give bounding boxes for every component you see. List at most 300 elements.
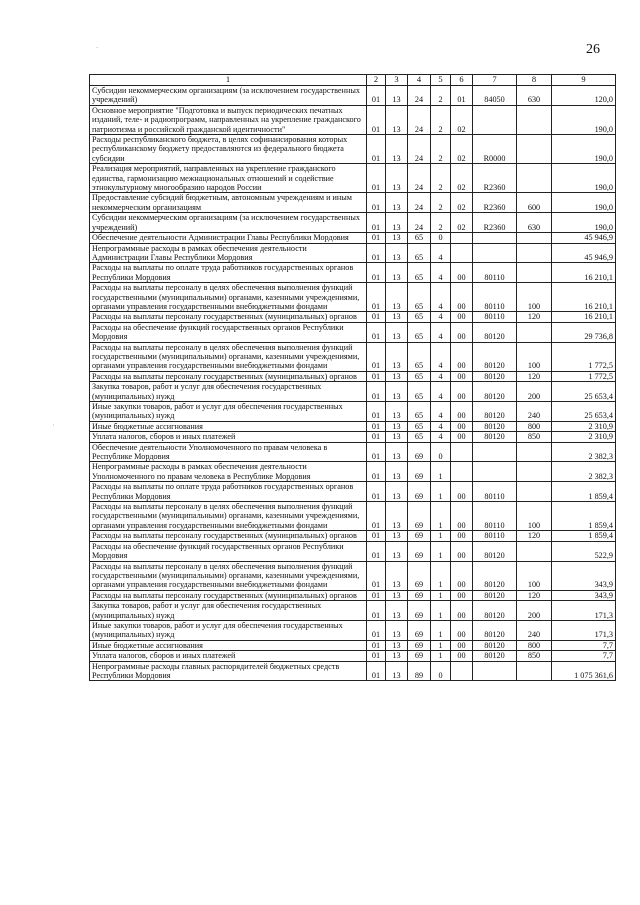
table-row <box>90 283 616 312</box>
cell-event: 00 <box>451 371 473 381</box>
cell-name: Расходы на выплаты персоналу в целях обеспечения выполнения функций государственными (муниципальными) органами, казенными учреждениями, органами управления государственными внебюджетными фондами <box>90 342 367 371</box>
cell-event: 00 <box>451 541 473 561</box>
cell-event <box>451 442 473 462</box>
cell-subsection: 13 <box>386 193 408 213</box>
header-cell-program: 4 <box>408 75 431 86</box>
cell-article <box>473 243 517 263</box>
cell-subprogram: 2 <box>431 213 451 233</box>
cell-amount: 2 382,3 <box>552 462 616 482</box>
cell-expense-type: 630 <box>517 86 552 106</box>
cell-program: 69 <box>408 651 431 661</box>
header-cell-section: 2 <box>367 75 386 86</box>
cell-subsection: 13 <box>386 263 408 283</box>
cell-event <box>451 243 473 263</box>
cell-expense-type: 240 <box>517 620 552 640</box>
table-row <box>90 561 616 590</box>
cell-amount: 190,0 <box>552 135 616 164</box>
cell-subsection: 13 <box>386 541 408 561</box>
table-row <box>90 442 616 462</box>
cell-program: 65 <box>408 233 431 243</box>
cell-section: 01 <box>367 135 386 164</box>
cell-amount: 25 653,4 <box>552 382 616 402</box>
cell-expense-type: 120 <box>517 531 552 541</box>
cell-event: 02 <box>451 135 473 164</box>
table-header-row <box>90 75 616 86</box>
cell-program: 24 <box>408 105 431 134</box>
cell-program: 65 <box>408 402 431 422</box>
cell-name: Непрограммные расходы в рамках обеспечения деятельности Уполномоченного по правам человека в Республике Мордовия <box>90 462 367 482</box>
cell-subsection: 13 <box>386 442 408 462</box>
cell-event: 02 <box>451 193 473 213</box>
cell-event: 00 <box>451 421 473 431</box>
cell-amount: 190,0 <box>552 213 616 233</box>
cell-subprogram: 2 <box>431 164 451 193</box>
cell-subprogram: 2 <box>431 135 451 164</box>
cell-section: 01 <box>367 661 386 681</box>
cell-subprogram: 4 <box>431 382 451 402</box>
margin-mark: · <box>52 420 55 430</box>
cell-event: 00 <box>451 531 473 541</box>
cell-subsection: 13 <box>386 233 408 243</box>
cell-article: 80120 <box>473 651 517 661</box>
cell-program: 24 <box>408 135 431 164</box>
cell-expense-type <box>517 661 552 681</box>
margin-mark: . <box>96 40 99 50</box>
cell-article <box>473 105 517 134</box>
cell-section: 01 <box>367 312 386 322</box>
cell-subprogram: 4 <box>431 283 451 312</box>
cell-event: 00 <box>451 263 473 283</box>
cell-name: Расходы на выплаты по оплате труда работников государственных органов Республики Мордовия <box>90 263 367 283</box>
cell-expense-type <box>517 263 552 283</box>
cell-section: 01 <box>367 263 386 283</box>
cell-expense-type: 120 <box>517 590 552 600</box>
cell-article: 80120 <box>473 371 517 381</box>
cell-amount: 1 859,4 <box>552 502 616 531</box>
cell-amount: 1 772,5 <box>552 371 616 381</box>
cell-article <box>473 661 517 681</box>
cell-subprogram: 4 <box>431 432 451 442</box>
cell-section: 01 <box>367 402 386 422</box>
header-cell-article: 7 <box>473 75 517 86</box>
cell-expense-type <box>517 105 552 134</box>
cell-subprogram: 1 <box>431 561 451 590</box>
header-cell-event: 6 <box>451 75 473 86</box>
cell-section: 01 <box>367 382 386 402</box>
cell-section: 01 <box>367 213 386 233</box>
cell-subprogram: 4 <box>431 312 451 322</box>
cell-expense-type <box>517 462 552 482</box>
cell-event: 01 <box>451 86 473 106</box>
page-number: 26 <box>586 42 600 57</box>
cell-article: 80120 <box>473 620 517 640</box>
cell-expense-type <box>517 322 552 342</box>
cell-name: Расходы на выплаты персоналу государственных (муниципальных) органов <box>90 590 367 600</box>
cell-program: 65 <box>408 371 431 381</box>
cell-name: Расходы на выплаты персоналу в целях обеспечения выполнения функций государственными (муниципальными) органами, казенными учреждениями, органами управления государственными внебюджетными фондами <box>90 561 367 590</box>
cell-event: 02 <box>451 105 473 134</box>
table-row <box>90 213 616 233</box>
table-row <box>90 135 616 164</box>
cell-subprogram: 1 <box>431 531 451 541</box>
cell-subprogram: 4 <box>431 371 451 381</box>
cell-program: 24 <box>408 164 431 193</box>
cell-amount: 190,0 <box>552 193 616 213</box>
table-row <box>90 541 616 561</box>
cell-program: 69 <box>408 561 431 590</box>
cell-expense-type: 600 <box>517 193 552 213</box>
table-row <box>90 312 616 322</box>
cell-program: 65 <box>408 421 431 431</box>
cell-article: 80110 <box>473 482 517 502</box>
cell-event: 00 <box>451 561 473 590</box>
cell-subprogram: 1 <box>431 462 451 482</box>
cell-subsection: 13 <box>386 651 408 661</box>
cell-subprogram: 2 <box>431 105 451 134</box>
cell-expense-type <box>517 243 552 263</box>
cell-section: 01 <box>367 531 386 541</box>
cell-subsection: 13 <box>386 661 408 681</box>
cell-article: 80120 <box>473 561 517 590</box>
cell-event: 00 <box>451 432 473 442</box>
cell-event: 00 <box>451 482 473 502</box>
cell-amount: 2 310,9 <box>552 421 616 431</box>
cell-article: 80120 <box>473 640 517 650</box>
cell-amount: 16 210,1 <box>552 312 616 322</box>
table-row <box>90 620 616 640</box>
cell-event <box>451 233 473 243</box>
cell-program: 69 <box>408 502 431 531</box>
cell-program: 65 <box>408 243 431 263</box>
cell-subsection: 13 <box>386 164 408 193</box>
cell-expense-type: 100 <box>517 283 552 312</box>
cell-amount: 7,7 <box>552 651 616 661</box>
cell-subprogram: 4 <box>431 421 451 431</box>
cell-expense-type: 100 <box>517 342 552 371</box>
cell-name: Основное мероприятие "Подготовка и выпуск периодических печатных изданий, теле- и радиопрограмм, направленных на укрепление гражданского патриотизма и российской гражданской идентичности" <box>90 105 367 134</box>
cell-section: 01 <box>367 482 386 502</box>
cell-amount: 171,3 <box>552 620 616 640</box>
cell-section: 01 <box>367 243 386 263</box>
cell-expense-type: 630 <box>517 213 552 233</box>
cell-event <box>451 462 473 482</box>
cell-amount: 1 859,4 <box>552 531 616 541</box>
cell-name: Субсидии некоммерческим организациям (за исключением государственных учреждений) <box>90 86 367 106</box>
cell-expense-type: 200 <box>517 382 552 402</box>
cell-name: Расходы на выплаты персоналу в целях обеспечения выполнения функций государственными (муниципальными) органами, казенными учреждениями, органами управления государственными внебюджетными фондами <box>90 283 367 312</box>
cell-section: 01 <box>367 322 386 342</box>
cell-expense-type: 100 <box>517 502 552 531</box>
cell-subprogram: 2 <box>431 193 451 213</box>
cell-program: 24 <box>408 213 431 233</box>
cell-section: 01 <box>367 421 386 431</box>
cell-name: Иные бюджетные ассигнования <box>90 421 367 431</box>
cell-program: 24 <box>408 86 431 106</box>
cell-name: Расходы на выплаты персоналу государственных (муниципальных) органов <box>90 531 367 541</box>
cell-name: Расходы республиканского бюджета, в целях софинансирования которых республиканскому бюджету предоставляются из федерального бюджета субсидии <box>90 135 367 164</box>
table-row <box>90 193 616 213</box>
cell-program: 65 <box>408 283 431 312</box>
cell-subprogram: 1 <box>431 601 451 621</box>
cell-amount: 16 210,1 <box>552 263 616 283</box>
cell-subprogram: 1 <box>431 651 451 661</box>
cell-event: 00 <box>451 651 473 661</box>
cell-article: R2360 <box>473 193 517 213</box>
cell-article: R2360 <box>473 164 517 193</box>
cell-article: R2360 <box>473 213 517 233</box>
cell-subsection: 13 <box>386 640 408 650</box>
cell-amount: 2 382,3 <box>552 442 616 462</box>
cell-amount: 522,9 <box>552 541 616 561</box>
cell-amount: 120,0 <box>552 86 616 106</box>
cell-program: 69 <box>408 462 431 482</box>
cell-subprogram: 0 <box>431 233 451 243</box>
cell-expense-type: 200 <box>517 601 552 621</box>
cell-name: Уплата налогов, сборов и иных платежей <box>90 432 367 442</box>
cell-name: Обеспечение деятельности Уполномоченного по правам человека в Республике Мордовия <box>90 442 367 462</box>
cell-event: 00 <box>451 640 473 650</box>
cell-expense-type <box>517 135 552 164</box>
cell-expense-type: 850 <box>517 432 552 442</box>
cell-subsection: 13 <box>386 371 408 381</box>
cell-section: 01 <box>367 640 386 650</box>
cell-program: 89 <box>408 661 431 681</box>
cell-amount: 190,0 <box>552 105 616 134</box>
cell-expense-type: 850 <box>517 651 552 661</box>
table-row <box>90 263 616 283</box>
header-cell-amount: 9 <box>552 75 616 86</box>
cell-subprogram: 4 <box>431 322 451 342</box>
cell-subsection: 13 <box>386 601 408 621</box>
cell-section: 01 <box>367 432 386 442</box>
cell-section: 01 <box>367 342 386 371</box>
cell-subprogram: 1 <box>431 620 451 640</box>
cell-program: 65 <box>408 382 431 402</box>
cell-program: 65 <box>408 312 431 322</box>
cell-amount: 25 653,4 <box>552 402 616 422</box>
table-row <box>90 382 616 402</box>
cell-amount: 7,7 <box>552 640 616 650</box>
cell-name: Иные бюджетные ассигнования <box>90 640 367 650</box>
cell-name: Иные закупки товаров, работ и услуг для обеспечения государственных (муниципальных) нужд <box>90 402 367 422</box>
cell-event: 00 <box>451 402 473 422</box>
cell-article: 80120 <box>473 590 517 600</box>
budget-table <box>89 74 616 681</box>
cell-section: 01 <box>367 541 386 561</box>
cell-subprogram: 4 <box>431 243 451 263</box>
cell-article: 80110 <box>473 502 517 531</box>
cell-amount: 45 946,9 <box>552 243 616 263</box>
cell-program: 24 <box>408 193 431 213</box>
cell-article: 80120 <box>473 402 517 422</box>
table-row <box>90 651 616 661</box>
cell-amount: 45 946,9 <box>552 233 616 243</box>
cell-event: 00 <box>451 382 473 402</box>
table-row <box>90 502 616 531</box>
cell-program: 69 <box>408 590 431 600</box>
header-cell-subprogram: 5 <box>431 75 451 86</box>
cell-subsection: 13 <box>386 482 408 502</box>
cell-name: Расходы на выплаты персоналу государственных (муниципальных) органов <box>90 371 367 381</box>
cell-amount: 1 075 361,6 <box>552 661 616 681</box>
cell-name: Иные закупки товаров, работ и услуг для обеспечения государственных (муниципальных) нужд <box>90 620 367 640</box>
header-cell-name: 1 <box>90 75 367 86</box>
cell-program: 65 <box>408 263 431 283</box>
cell-amount: 2 310,9 <box>552 432 616 442</box>
cell-section: 01 <box>367 371 386 381</box>
cell-event: 02 <box>451 213 473 233</box>
table-row <box>90 342 616 371</box>
cell-subprogram: 0 <box>431 661 451 681</box>
cell-subprogram: 1 <box>431 541 451 561</box>
cell-program: 69 <box>408 620 431 640</box>
cell-program: 69 <box>408 531 431 541</box>
cell-section: 01 <box>367 86 386 106</box>
cell-event: 00 <box>451 342 473 371</box>
table-row <box>90 371 616 381</box>
cell-name: Реализация мероприятий, направленных на укрепление гражданского единства, гармонизацию межнациональных отношений и содействие этнокультурному многообразию народов России <box>90 164 367 193</box>
table-row <box>90 243 616 263</box>
cell-name: Расходы на обеспечение функций государственных органов Республики Мордовия <box>90 322 367 342</box>
cell-name: Субсидии некоммерческим организациям (за исключением государственных учреждений) <box>90 213 367 233</box>
cell-amount: 190,0 <box>552 164 616 193</box>
table-row <box>90 233 616 243</box>
cell-event: 00 <box>451 601 473 621</box>
cell-article: 80120 <box>473 432 517 442</box>
cell-expense-type <box>517 482 552 502</box>
cell-subsection: 13 <box>386 283 408 312</box>
cell-article: 80120 <box>473 421 517 431</box>
cell-subsection: 13 <box>386 342 408 371</box>
cell-article: 80110 <box>473 283 517 312</box>
cell-program: 69 <box>408 601 431 621</box>
cell-name: Непрограммные расходы в рамках обеспечения деятельности Администрации Главы Республики Мордовия <box>90 243 367 263</box>
cell-name: Непрограммные расходы главных распорядителей бюджетных средств Республики Мордовия <box>90 661 367 681</box>
cell-subsection: 13 <box>386 135 408 164</box>
cell-article <box>473 442 517 462</box>
cell-subprogram: 4 <box>431 263 451 283</box>
cell-expense-type: 800 <box>517 640 552 650</box>
cell-program: 69 <box>408 640 431 650</box>
header-cell-expense-type: 8 <box>517 75 552 86</box>
cell-event: 00 <box>451 283 473 312</box>
cell-event: 00 <box>451 322 473 342</box>
cell-subsection: 13 <box>386 322 408 342</box>
cell-subsection: 13 <box>386 502 408 531</box>
cell-name: Предоставление субсидий бюджетным, автономным учреждениям и иным некоммерческим организациям <box>90 193 367 213</box>
cell-event: 00 <box>451 312 473 322</box>
cell-section: 01 <box>367 442 386 462</box>
cell-section: 01 <box>367 233 386 243</box>
cell-subsection: 13 <box>386 620 408 640</box>
table-row <box>90 590 616 600</box>
cell-article: 80120 <box>473 322 517 342</box>
cell-amount: 29 736,8 <box>552 322 616 342</box>
cell-subsection: 13 <box>386 382 408 402</box>
cell-article: 80120 <box>473 382 517 402</box>
cell-name: Закупка товаров, работ и услуг для обеспечения государственных (муниципальных) нужд <box>90 601 367 621</box>
cell-program: 65 <box>408 322 431 342</box>
cell-subsection: 13 <box>386 105 408 134</box>
cell-subprogram: 4 <box>431 402 451 422</box>
cell-name: Закупка товаров, работ и услуг для обеспечения государственных (муниципальных) нужд <box>90 382 367 402</box>
table-row <box>90 661 616 681</box>
cell-expense-type <box>517 233 552 243</box>
cell-section: 01 <box>367 502 386 531</box>
cell-amount: 1 772,5 <box>552 342 616 371</box>
cell-name: Расходы на выплаты персоналу государственных (муниципальных) органов <box>90 312 367 322</box>
header-cell-subsection: 3 <box>386 75 408 86</box>
table-row <box>90 432 616 442</box>
cell-expense-type: 100 <box>517 561 552 590</box>
cell-expense-type: 120 <box>517 371 552 381</box>
cell-section: 01 <box>367 283 386 312</box>
cell-name: Уплата налогов, сборов и иных платежей <box>90 651 367 661</box>
cell-subprogram: 1 <box>431 590 451 600</box>
table-row <box>90 482 616 502</box>
cell-subsection: 13 <box>386 243 408 263</box>
cell-expense-type: 120 <box>517 312 552 322</box>
cell-subsection: 13 <box>386 213 408 233</box>
cell-article <box>473 233 517 243</box>
cell-article <box>473 462 517 482</box>
cell-program: 65 <box>408 432 431 442</box>
cell-article: 80120 <box>473 541 517 561</box>
cell-section: 01 <box>367 462 386 482</box>
table-row <box>90 601 616 621</box>
cell-section: 01 <box>367 561 386 590</box>
cell-name: Расходы на выплаты персоналу в целях обеспечения выполнения функций государственными (муниципальными) органами, казенными учреждениями, органами управления государственными внебюджетными фондами <box>90 502 367 531</box>
cell-article: 80110 <box>473 263 517 283</box>
cell-article: 80110 <box>473 312 517 322</box>
cell-expense-type: 240 <box>517 402 552 422</box>
cell-article: 80110 <box>473 531 517 541</box>
cell-event <box>451 661 473 681</box>
cell-event: 00 <box>451 502 473 531</box>
cell-name: Расходы на обеспечение функций государственных органов Республики Мордовия <box>90 541 367 561</box>
cell-event: 00 <box>451 590 473 600</box>
cell-subsection: 13 <box>386 432 408 442</box>
table-row <box>90 640 616 650</box>
table-row <box>90 402 616 422</box>
cell-article: 80120 <box>473 342 517 371</box>
cell-subprogram: 1 <box>431 640 451 650</box>
cell-subsection: 13 <box>386 561 408 590</box>
cell-section: 01 <box>367 164 386 193</box>
cell-name: Расходы на выплаты по оплате труда работников государственных органов Республики Мордовия <box>90 482 367 502</box>
cell-subsection: 13 <box>386 312 408 322</box>
cell-subsection: 13 <box>386 531 408 541</box>
cell-article: R0000 <box>473 135 517 164</box>
cell-article: 84050 <box>473 86 517 106</box>
table-row <box>90 531 616 541</box>
cell-expense-type: 800 <box>517 421 552 431</box>
cell-event: 02 <box>451 164 473 193</box>
cell-section: 01 <box>367 193 386 213</box>
cell-section: 01 <box>367 620 386 640</box>
cell-program: 65 <box>408 342 431 371</box>
table-row <box>90 421 616 431</box>
cell-amount: 1 859,4 <box>552 482 616 502</box>
cell-subprogram: 1 <box>431 482 451 502</box>
table-row <box>90 86 616 106</box>
cell-subsection: 13 <box>386 462 408 482</box>
cell-name: Обеспечение деятельности Администрации Главы Республики Мордовия <box>90 233 367 243</box>
cell-section: 01 <box>367 590 386 600</box>
cell-program: 69 <box>408 541 431 561</box>
cell-expense-type <box>517 442 552 462</box>
cell-subprogram: 1 <box>431 502 451 531</box>
